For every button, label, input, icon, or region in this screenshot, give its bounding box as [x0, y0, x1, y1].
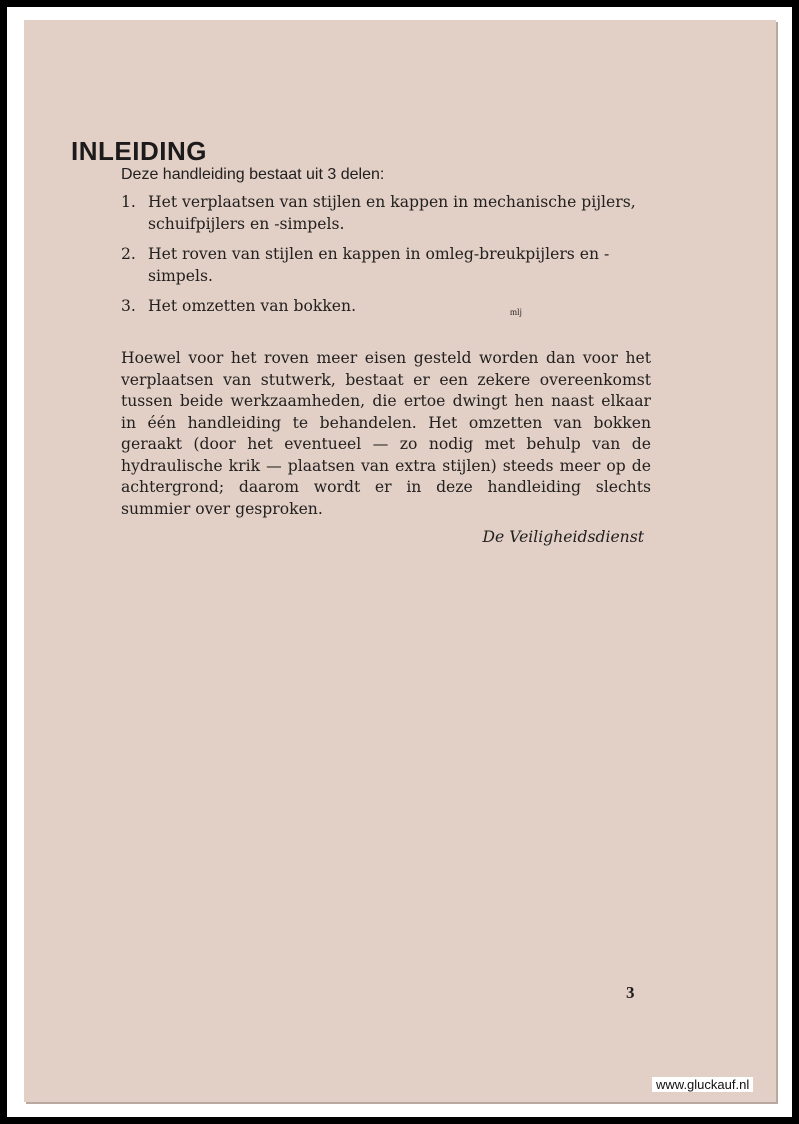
- list-number: 2.: [121, 245, 136, 263]
- list-item-text: Het roven van stijlen en kappen in omleg-breukpijlers en -simpels.: [148, 245, 610, 285]
- list-number: 3.: [121, 297, 136, 315]
- list-item-text: Het verplaatsen van stijlen en kappen in mechanische pijlers, schuifpijlers en -simpels.: [148, 193, 636, 233]
- small-mark: mlj: [510, 307, 523, 317]
- list-item: [121, 192, 651, 235]
- list-item: [121, 296, 651, 318]
- list-item-text: Het omzetten van bokken.: [148, 297, 357, 315]
- document-page: [24, 20, 776, 1102]
- intro-text: Deze handleiding bestaat uit 3 delen:: [121, 166, 385, 183]
- body-paragraph: Hoewel voor het roven meer eisen gesteld worden dan voor het verplaatsen van stutwerk, bestaat er een zekere overeenkomst tussen beide werkzaamheden, die ertoe dwingt hen naast elkaar in één handleiding te behandelen. Het omzetten van bokken geraakt (door het eventueel — zo nodig met behulp van de hydraulische krik — plaatsen van extra stijlen) steeds meer op de achtergrond; daarom wordt er in deze handleiding slechts summier over gesproken.: [121, 349, 651, 518]
- page-title: INLEIDING: [71, 136, 207, 166]
- list-item: [121, 244, 651, 287]
- signature: De Veiligheidsdienst: [482, 528, 644, 546]
- list-number: 1.: [121, 193, 136, 211]
- parts-list: [121, 192, 651, 327]
- page-number: 3: [626, 983, 635, 1002]
- watermark-url: www.gluckauf.nl: [652, 1077, 753, 1092]
